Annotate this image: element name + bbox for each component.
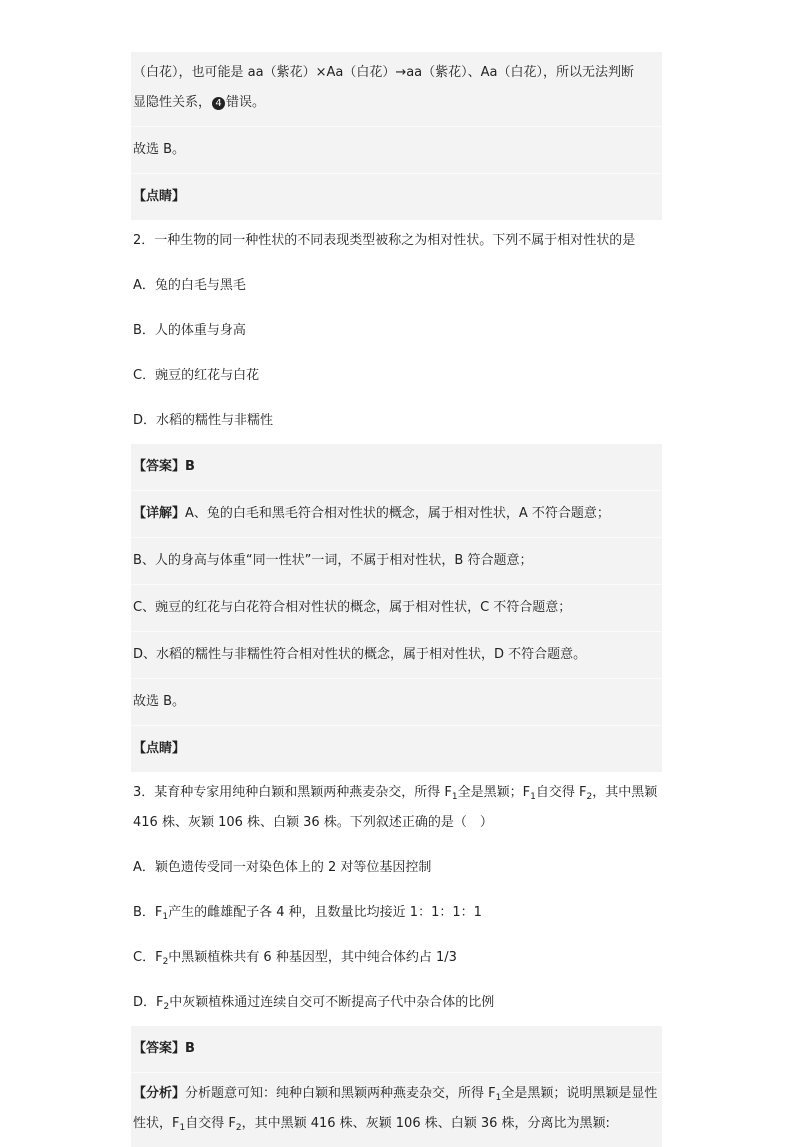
q3-option-c: C．$F_2$中黑颖植株共有 6 种基因型，其中纯合体约占 1/3 (133, 950, 457, 967)
q3-option-a: A．颖色遗传受同一对染色体上的 2 对等位基因控制 (133, 860, 432, 875)
previous-choose: 故选 B。 (131, 127, 662, 173)
q3-analysis: 【分析】分析题意可知：纯种白颖和黑颖两种燕麦杂交，所得 $F_1$全是黑颖；说明黑颖是显性性状，$F_1$自交得 $F_2$，其中黑颖 416 株、灰颖 106 株、白颖 36 株，分离比为黑颖: (131, 1073, 662, 1147)
q2-choose: 故选 B。 (131, 679, 662, 725)
q2-option-c: C．豌豆的红花与白花 (133, 368, 260, 383)
q3-option-d: D．$F_2$中灰颖植株通过连续自交可不断提高子代中杂合体的比例 (133, 995, 495, 1012)
page-content (131, 52, 662, 1147)
q2-dianjing: 【点睛】 (131, 726, 662, 772)
q3-analysis-tag: 【分析】 (133, 1086, 186, 1101)
q3-answer: 【答案】B (131, 1026, 662, 1072)
explanation-line-2-end: 错误。 (226, 95, 266, 110)
previous-dianjing: 【点睛】 (131, 174, 662, 220)
explanation-line-2-start: 显隐性关系， (133, 95, 212, 110)
q2-detail-b: B、人的身高与体重“同一性状”一词，不属于相对性状，B 符合题意； (131, 538, 662, 584)
previous-explanation (131, 52, 662, 126)
explanation-line-1: （白花），也可能是 aa（紫花）×Aa（白花）→aa（紫花）、Aa（白花），所以无法判断 (133, 65, 635, 80)
question-3-stem: 3．某育种专家用纯种白颖和黑颖两种燕麦杂交，所得 $F_1$全是黑颖；$F_1$自交得 $F_2$，其中黑颖 416 株、灰颖 106 株、白颖 36 株。下列叙述正确的是（ ） (133, 785, 658, 830)
q2-option-d: D．水稻的糯性与非糯性 (133, 413, 274, 428)
q2-option-a: A．兔的白毛与黑毛 (133, 278, 246, 293)
q3-option-b: B．$F_1$产生的雌雄配子各 4 种，且数量比均接近 1：1：1：1 (133, 905, 482, 922)
q2-detail-tag: 【详解】 (133, 506, 186, 521)
q2-detail-a: 【详解】A、兔的白毛和黑毛符合相对性状的概念，属于相对性状，A 不符合题意； (131, 491, 662, 537)
q2-detail-d: D、水稻的糯性与非糯性符合相对性状的概念，属于相对性状，D 不符合题意。 (131, 632, 662, 678)
question-2-options (131, 264, 662, 444)
q2-answer: 【答案】B (131, 444, 662, 490)
question-3-options (131, 846, 662, 1026)
question-2-stem: 2．一种生物的同一种性状的不同表现类型被称之为相对性状。下列不属于相对性状的是 (133, 233, 636, 248)
q2-option-b: B．人的体重与身高 (133, 323, 246, 338)
circled-number: 4 (212, 97, 225, 110)
q2-detail-c: C、豌豆的红花与白花符合相对性状的概念，属于相对性状，C 不符合题意； (131, 585, 662, 631)
